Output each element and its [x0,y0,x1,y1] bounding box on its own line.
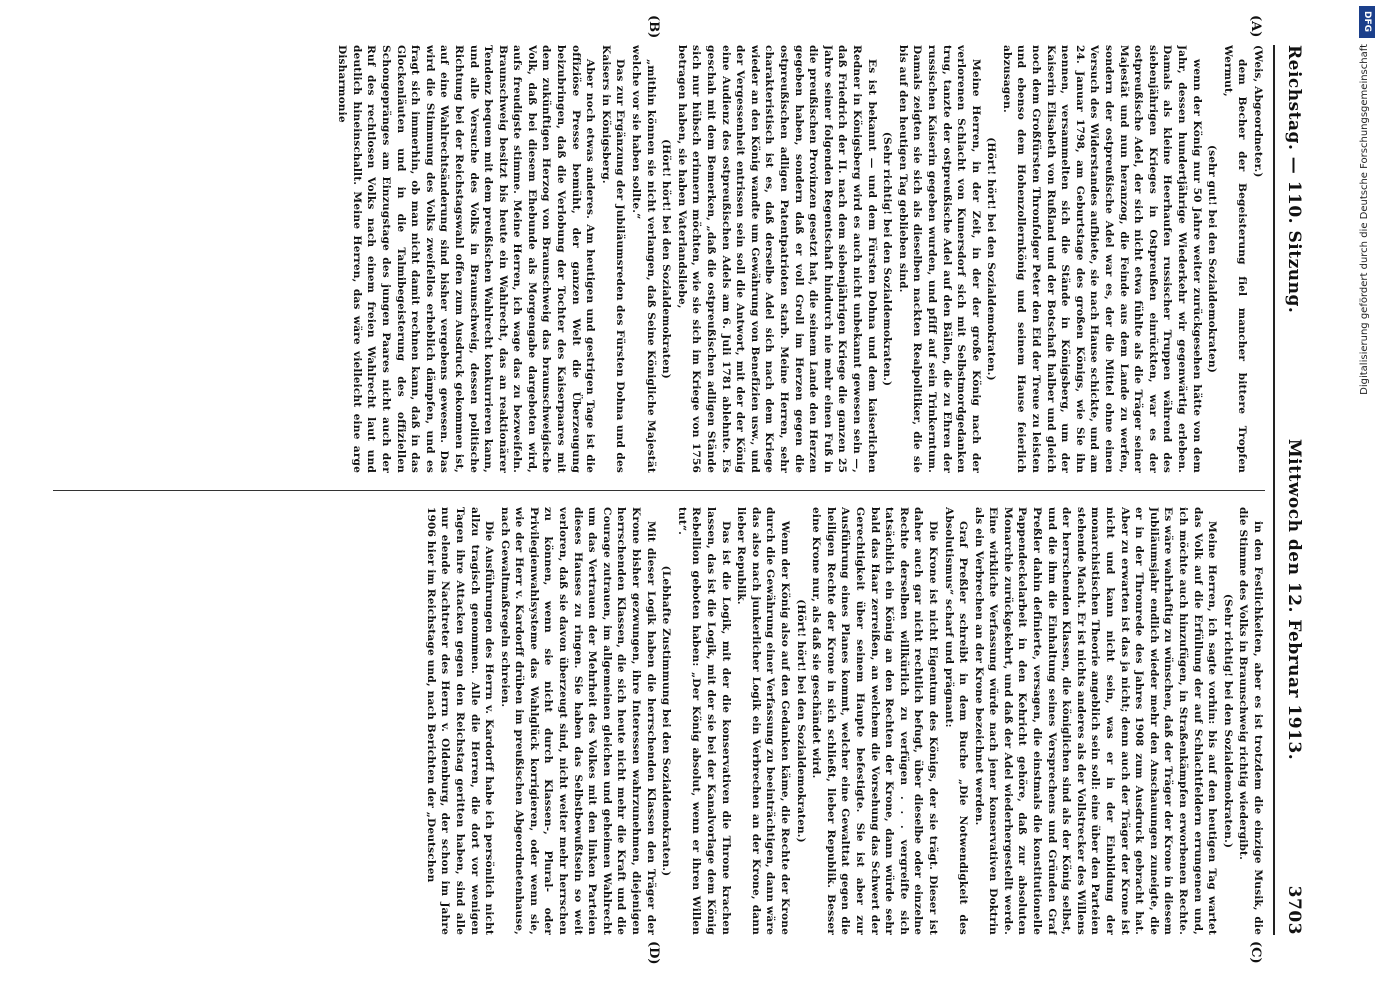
paragraph: Die Ausführungen des Herrn v. Kardorff habe ich persönlich nicht allzu tragisch genommen. Alle die Herren, die dort vor wenigen Tagen ihre Attacken gegen den Reichstag geritten haben, sind alle nur elende Nachtreter des Herrn v. Oldenburg, der schon im Jahre 1906 hier im Reichstage und, nach Berichten der „Deutschen [424,507,496,935]
stamp-text: Digitalisierung gefördert durch die Deutsche Forschungsgemeinschaft [1359,44,1370,395]
speaker-note: (Weis, Abgeordneter.) [1252,45,1264,178]
header-divider [1273,45,1275,935]
margin-mark-d: (D) [646,941,661,965]
left-column [53,45,1265,473]
column-rule [53,490,1265,491]
paragraph: Das ist die Logik, mit der die konservativen die Throne krachen lassen, das ist die Logik, mit der sie bei der Kanalvorlage dem König Rebellion geboten haben: „Der König absolut, wenn er ihren Willen tut“. [675,507,732,935]
paragraph: „mithin können sie nicht verlangen, daß Seine Königliche Majestät welche vor sie haben sollte.“ [630,45,657,473]
header-date: Mittwoch den 12. Februar 1913. [1284,438,1304,761]
paragraph: Es ist bekannt — und dem Fürsten Dohna und dem kaiserlichen Redner in Königsberg wird es auch nicht unbekannt gewesen sein —, daß Friedrich der II. nach dem siebenjährigen Kriege die ganzen 25 Jahre seiner folgenden Regentschaft hindurch nie mehr einen Fuß in die preußischen Provinzen gesetzt hat, die seinem Lande den Herzen gegeben haben, sondern daß er voll Groll im Herzen gegen die ostpreußischen adligen Patentpatrioten starb. Meine Herren, sehr charakteristisch ist es, daß derselbe Adel sich nach dem Kriege wieder an den König wandte um Gewährung von Benefizien usw., und der Vergessenheit entrissen sein soll die Antwort, mit der der König eine Audienz des ostpreußischen Adels am 6. Juli 1781 ablehnte. Es geschah mit dem Bemerken, „daß die ostpreußischen adligen Stände sich nur hübsch erinnern möchten, wie sie sich im Kriege von 1756 betragen haben, sie haben Vaterlandsliebe, [675,45,878,473]
header-left: Reichstag. — 110. Sitzung. [1284,45,1304,314]
dfg-logo: DFG [1359,6,1375,38]
interjection: (Hört! hört! bei den Sozialdemokraten.) [794,599,807,843]
interjection: (sehr gut! bei den Sozialdemokraten) [1206,144,1219,374]
page-header [1277,45,1311,935]
newspaper-sheet [46,15,1311,965]
interjection: (Lebhafte Zustimmung bei den Sozialdemokraten.) [660,565,673,877]
page-number: 3703 [1284,885,1304,935]
paragraph: Meine Herren, in der Zeit, in der der große König nach der verlorenen Schlacht von Kunersdorf sich mit Selbstmordgedanken trug, tanzte der ostpreußische Adel auf den Bällen, die zu Ehren der russischen Kaiserin gegeben wurden, und pfiff auf sein Trinkerntum. Damals zeigten sie sich als dieselben nackten Realpolitiker, die sie bis auf den heutigen Tag geblieben sind. [896,45,982,473]
paragraph: Wenn der König also auf den Gedanken käme, die Rechte der Krone durch die Gewährung einer Verfassung zu beeinträchtigen, dann wäre das also nach junkerlicher Logik ein Verbrechen an der Krone, dann lieber Republik. [735,507,791,935]
digitization-stamp [1353,0,1383,1000]
paragraph: in den Festlichkeiten, aber es ist trotzdem die einzige Musik, die die Stimme des Volks in Braunschweig richtig wiedergibt. [1237,507,1264,935]
paragraph: dem Becher der Begeisterung fiel mancher bittere Tropfen Wermut, [1221,45,1249,473]
paragraph: Aber noch etwas anderes. Am heutigen und gestrigen Tage ist die offiziöse Presse bemüht, der ganzen Welt die Überzeugung beizubringen, daß die Verlobung der Tochter des Kaiserpaares mit dem zukünftigen Herzog von Braunschweig das braunschweigische Volk, daß bei diesem Ehebunde als Morgengabe dargeboten wird, aufs freudigste stimme. Meine Herren, ich wage das zu bezweifeln. Braunschweig besitzt bis heute ein Wahlrecht, das an reaktionärer Tendenz bequem mit dem preußischen Wahlrecht konkurrieren kann, und alle Versuche des Volks in Braunschweig, dessen politische Richtung bei der Reichstagswahl offen zum Ausdruck gekommen ist, auf eine Wahlrechtsänderung sind bisher vergebens gewesen. Das wird die Stimmung des Volks zweifellos erheblich dämpfen, und es fragt sich immerhin, ob man nicht damit rechnen kann, daß in das Glockenläuten und in die Talmibegeisterung des offiziellen Schongepränges am Einzugstage des jungen Paares nicht auch der Ruf des rechtlosen Volks nach einem freien Wahlrecht laut und deutlich hineinschallt. Meine Herren, das wäre vielleicht eine arge Disharmonie [336,45,597,473]
interjection: (Sehr richtig! bei den Sozialdemokraten.) [881,131,894,387]
margin-mark-c: (C) [1248,941,1263,964]
margin-mark-b: (B) [646,15,661,39]
paragraph: Mit dieser Logik haben die herrschenden Klassen den Träger der Krone bisher gezwungen, ihre Interessen wahrzunehmen, diejenigen herrschenden Klassen, die sich heute nicht mehr die Kraft und die Courage zutrauen, im allgemeinen gleichen und geheimen Wahlrecht um das Vertrauen der Mehrheit des Volkes mit den linken Parteien dieses Hauses zu ringen. Sie haben das Selbstbewußtsein so weit verloren, daß sie davon überzeugt sind, nicht weiter mehr herrschen zu können, wenn sie nicht durch Klassen-, Plural- oder Privilegienwahlsysteme das Wahlglück korrigieren, oder wenn sie, wie der Herr v. Kardorff drüben im preußischen Abgeordnetenhause, nach Gewaltmaßregeln schreien. [498,507,657,935]
interjection: (Hört! hört! bei den Sozialdemokraten.) [985,137,998,381]
interjection: (Sehr richtig! bei den Sozialdemokraten.) [1221,593,1234,849]
right-column [53,507,1265,935]
paragraph: Das zur Ergänzung der Jubiläumsreden des Fürsten Dohna und des Kaisers in Königsberg. [599,45,627,473]
interjection: (Hört! hört! bei den Sozialdemokraten) [660,139,673,379]
paragraph: wenn der König nur 50 Jahre weiter zurückgesehen hätte von dem Jahr, dessen hundertjährige Wiederkehr wir gegenwärtig erleben. Damals als kleine Heerhaufen russischer Truppen während des siebenjährigen Krieges in Ostpreußen einrückten, war es der ostpreußische Adel, der sich nicht etwa fühlte als die Träger seiner Majestät und nun heranzog, die Feinde aus dem Lande zu werfen, sondern der ostpreußische Adel war es, der die Mittel ohne einen Versuch des Widerstandes aufbiete, sie nach Hause schickte, und am 24. Januar 1798, am Geburtstage des großen Königs, wie Sie ihn nennen, versammelten sich die Stände in Königsberg, um der Kaiserin Elisabeth von Rußland und der Botschaft halber und gleich noch dem Großfürsten Thronfolger Peter den Eid der Treue zu leisten und ebenso dem Hohenzollernkönig und seinem Hause feierlich abzusagen. [1000,45,1203,473]
paragraph: Meine Herren, ich sagte vorhin: bis auf den heutigen Tag wartet das Volk auf die Erfüllung der auf Schlachtfeldern errungenen und, ich möchte auch hinzufügen, in Straßenkämpfen erworbenen Rechte. Es wäre wahrhaftig zu wünschen, daß der Träger der Krone in diesem Jubiläumsjahr endlich wieder mehr den Anschauungen zuneigte, die er in der Thronrede des Jahres 1908 zum Ausdruck gebracht hat. Aber zu erwarten ist das ja nicht; denn auch der Träger der Krone ist nicht und kann nicht sein, was er in der Einbildung der monarchistischen Theorie angeblich sein soll: eine über den Parteien stehende Macht. Er ist nichts anderes als der Vollstrecker des Willens der herrschenden Klassen, die königlichen sind als der König selbst, und die ihm die Einhaltung seines Versprechens und Gründen Graf Preßler dahin definierte, versagen, die einstmals die konstitutionelle Pappendeckelarbeit in den Kehricht gehöre, daß zur absoluten Monarchie zurückgekehrt, und daß der Adel wiederhergestellt werde. Eine wirkliche Verfassung würde nach jener konservativen Doktrin als ein Verbrechen an der Krone bezeichnet werden. [972,507,1219,935]
paragraph: Die Krone ist nicht Eigentum des Königs, der sie trägt. Dieser ist daher auch gar nicht rechtlich befugt, über dieselbe oder einzelne Rechte derselben willkürlich zu verfügen . . . vergreifte sich tatsächlich ein König an den Rechten der Krone, dann würde sehr bald das Haar zerreißen, an welchem die Vorsehung das Schwert der Gerechtigkeit über seinem Haupte befestigte. Sie ist aber zur Ausführung eines Planes kommt, welcher eine Gewalttat gegen die heiligen Rechte der Krone in sich schließt, lieber Republik. Besser eine Krone nur, als daß sie geschändet wird. [810,507,939,935]
paragraph: Graf Preßler schreibt in dem Buche „Die Notwendigkeit des Absolutismus“ scharf und prägnant: [942,507,970,935]
margin-mark-a: (A) [1248,15,1263,38]
